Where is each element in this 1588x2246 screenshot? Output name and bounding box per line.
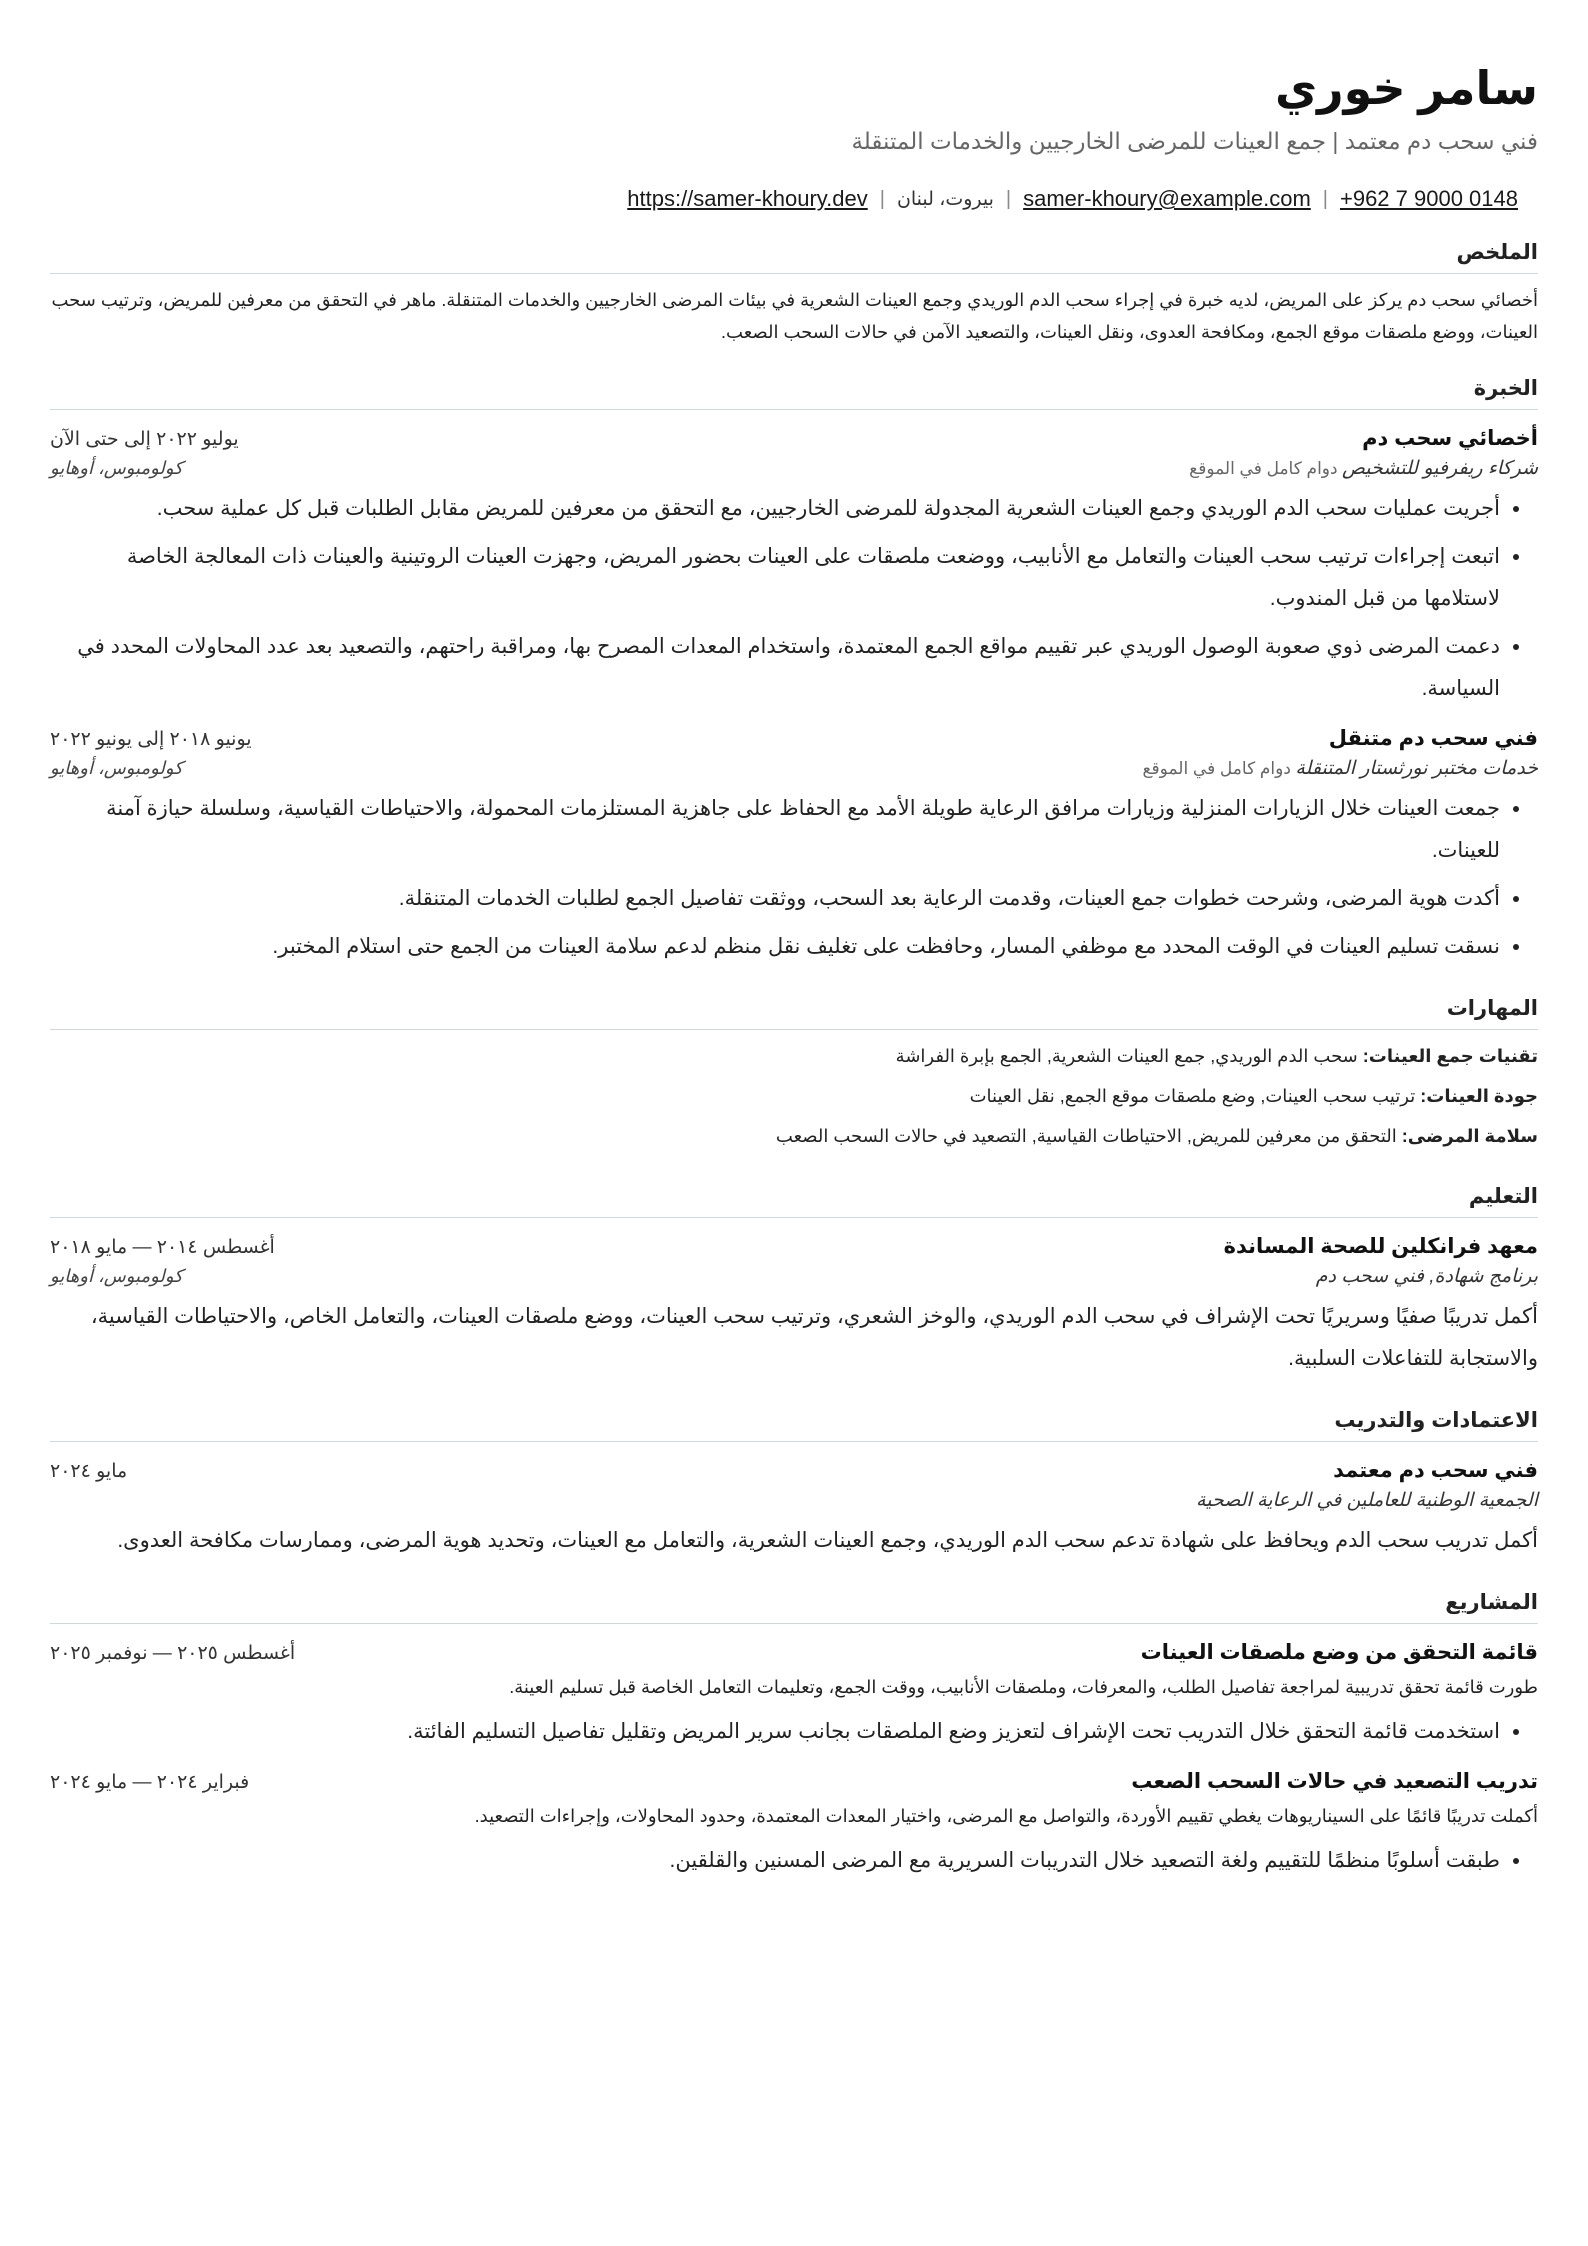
list-item: • أجريت عمليات سحب الدم الوريدي وجمع العينات الشعرية المجدولة للمرضى الخارجيين، مع التحقق من معرفين للمريض مقابل الطلبات قبل كل عملية سحب. xyxy=(50,488,1500,530)
skills-heading: المهارات xyxy=(50,996,1538,1030)
contact-separator: | xyxy=(1322,187,1328,210)
education-heading: التعليم xyxy=(50,1184,1538,1218)
school-name: معهد فرانكلين للصحة المساندة xyxy=(1223,1235,1538,1258)
project-entry xyxy=(50,1769,1538,1882)
skill-row xyxy=(50,1076,1538,1116)
website-link[interactable]: https://samer-khoury.dev xyxy=(627,186,868,211)
contact-separator: | xyxy=(879,187,885,210)
certification-entry xyxy=(50,1458,1538,1562)
project-entry xyxy=(50,1640,1538,1753)
skill-value: التحقق من معرفين للمريض, الاحتياطات القياسية, التصعيد في حالات السحب الصعب xyxy=(775,1126,1397,1146)
project-date: أغسطس ٢٠٢٥ — نوفمبر ٢٠٢٥ xyxy=(50,1643,296,1664)
employment-type: دوام كامل في الموقع xyxy=(1142,759,1291,778)
project-name: تدريب التصعيد في حالات السحب الصعب xyxy=(1131,1770,1538,1793)
phone-link[interactable]: +962 7 9000 0148 xyxy=(1339,186,1518,211)
summary-text: أخصائي سحب دم يركز على المريض، لديه خبرة في إجراء سحب الدم الوريدي وجمع العينات الشعرية في بيئات المرضى الخارجيين والخدمات المتنقلة. ماهر في التحقق من معرفين للمريض، وترتيب سحب العينات، ووضع ملصقات موقع الجمع، ومكافحة العدوى، ونقل العينات، والتصعيد الآمن في حالات السحب الصعب. xyxy=(51,290,1538,342)
employer-name: خدمات مختبر نورثستار المتنقلة xyxy=(1295,758,1538,779)
contact-separator: | xyxy=(1005,187,1012,210)
certification-description: أكمل تدريب سحب الدم ويحافظ على شهادة تدعم سحب الدم الوريدي، وجمع العينات الشعرية، والتعامل مع العينات، وتحديد هوية المرضى، وممارسات مكافحة العدوى. xyxy=(117,1529,1538,1552)
skill-label: سلامة المرضى: xyxy=(1401,1126,1538,1146)
skill-row xyxy=(50,1036,1538,1076)
contact-bar xyxy=(50,186,1538,212)
education-location: كولومبوس، أوهايو xyxy=(50,1266,183,1286)
experience-entry xyxy=(50,726,1538,968)
location-text: بيروت، لبنان xyxy=(896,188,994,210)
project-name: قائمة التحقق من وضع ملصقات العينات xyxy=(1140,1641,1538,1664)
project-bullets xyxy=(50,1840,1538,1882)
education-entry xyxy=(50,1234,1538,1380)
email-link[interactable]: samer-khoury@example.com xyxy=(1023,186,1311,211)
list-item: • استخدمت قائمة التحقق خلال التدريب تحت الإشراف لتعزيز وضع الملصقات بجانب سرير المريض وتقليل تفاصيل التسليم الفائتة. xyxy=(50,1711,1500,1753)
projects-heading: المشاريع xyxy=(50,1590,1538,1624)
job-title: فني سحب دم متنقل xyxy=(1328,727,1538,750)
skill-value: ترتيب سحب العينات, وضع ملصقات موقع الجمع, نقل العينات xyxy=(969,1086,1416,1106)
skill-label: جودة العينات: xyxy=(1420,1086,1538,1106)
education-date: أغسطس ٢٠١٤ — مايو ٢٠١٨ xyxy=(50,1237,275,1258)
candidate-subtitle: فني سحب دم معتمد | جمع العينات للمرضى الخارجيين والخدمات المتنقلة xyxy=(851,128,1538,154)
job-bullets xyxy=(50,488,1538,710)
employer-name: شركاء ريفرفيو للتشخيص xyxy=(1342,458,1538,479)
project-date: فبراير ٢٠٢٤ — مايو ٢٠٢٤ xyxy=(50,1772,250,1793)
certification-date: مايو ٢٠٢٤ xyxy=(50,1461,128,1482)
experience-heading: الخبرة xyxy=(50,376,1538,410)
summary-heading: الملخص xyxy=(50,240,1538,274)
employment-type: دوام كامل في الموقع xyxy=(1189,459,1338,478)
job-location: كولومبوس، أوهايو xyxy=(50,758,183,778)
skill-label: تقنيات جمع العينات: xyxy=(1362,1046,1538,1066)
project-description: طورت قائمة تحقق تدريبية لمراجعة تفاصيل الطلب، والمعرفات، وملصقات الأنابيب، ووقت الجمع، وتعليمات التعامل الخاصة قبل تسليم العينة. xyxy=(509,1677,1538,1697)
candidate-name: سامر خوري xyxy=(1274,62,1538,114)
job-date: يوليو ٢٠٢٢ إلى حتى الآن xyxy=(50,429,239,450)
job-date: يونيو ٢٠١٨ إلى يونيو ٢٠٢٢ xyxy=(50,729,252,750)
certification-name: فني سحب دم معتمد xyxy=(1333,1459,1538,1482)
skills-list xyxy=(50,1036,1538,1156)
experience-entry xyxy=(50,426,1538,710)
job-bullets xyxy=(50,788,1538,968)
list-item: • دعمت المرضى ذوي صعوبة الوصول الوريدي عبر تقييم مواقع الجمع المعتمدة، واستخدام المعدات المصرح بها، ومراقبة راحتهم، والتصعيد بعد عدد المحاولات المحدد في السياسة. xyxy=(50,626,1500,710)
job-location: كولومبوس، أوهايو xyxy=(50,458,183,478)
skill-value: سحب الدم الوريدي, جمع العينات الشعرية, الجمع بإبرة الفراشة xyxy=(895,1046,1358,1066)
list-item: • طبقت أسلوبًا منظمًا للتقييم ولغة التصعيد خلال التدريبات السريرية مع المرضى المسنين والقلقين. xyxy=(50,1840,1500,1882)
list-item: • جمعت العينات خلال الزيارات المنزلية وزيارات مرافق الرعاية طويلة الأمد مع الحفاظ على جاهزية المستلزمات المحمولة، والاحتياطات القياسية، وسلسلة حيازة آمنة للعينات. xyxy=(50,788,1500,872)
education-description: أكمل تدريبًا صفيًا وسريريًا تحت الإشراف في سحب الدم الوريدي، والوخز الشعري، وترتيب سحب العينات، ووضع ملصقات العينات، والتعامل الخاص، والاحتياطات القياسية، والاستجابة للتفاعلات السلبية. xyxy=(90,1305,1538,1370)
skill-row xyxy=(50,1116,1538,1156)
education-program: برنامج شهادة, فني سحب دم xyxy=(1315,1266,1538,1287)
list-item: • اتبعت إجراءات ترتيب سحب العينات والتعامل مع الأنابيب، ووضعت ملصقات على العينات بحضور المريض، وجهزت العينات الروتينية والعينات ذات المعالجة الخاصة لاستلامها من قبل المندوب. xyxy=(50,536,1500,620)
list-item: • نسقت تسليم العينات في الوقت المحدد مع موظفي المسار، وحافظت على تغليف نقل منظم لدعم سلامة العينات من الجمع حتى استلام المختبر. xyxy=(50,926,1500,968)
certification-issuer: الجمعية الوطنية للعاملين في الرعاية الصحية xyxy=(1196,1490,1538,1511)
project-description: أكملت تدريبًا قائمًا على السيناريوهات يغطي تقييم الأوردة، والتواصل مع المرضى، واختيار المعدات المعتمدة، وحدود المحاولات، وإجراءات التصعيد. xyxy=(474,1806,1538,1826)
list-item: • أكدت هوية المرضى، وشرحت خطوات جمع العينات، وقدمت الرعاية بعد السحب، ووثقت تفاصيل الجمع لطلبات الخدمات المتنقلة. xyxy=(50,878,1500,920)
certifications-heading: الاعتمادات والتدريب xyxy=(50,1408,1538,1442)
project-bullets xyxy=(50,1711,1538,1753)
job-title: أخصائي سحب دم xyxy=(1362,427,1538,450)
